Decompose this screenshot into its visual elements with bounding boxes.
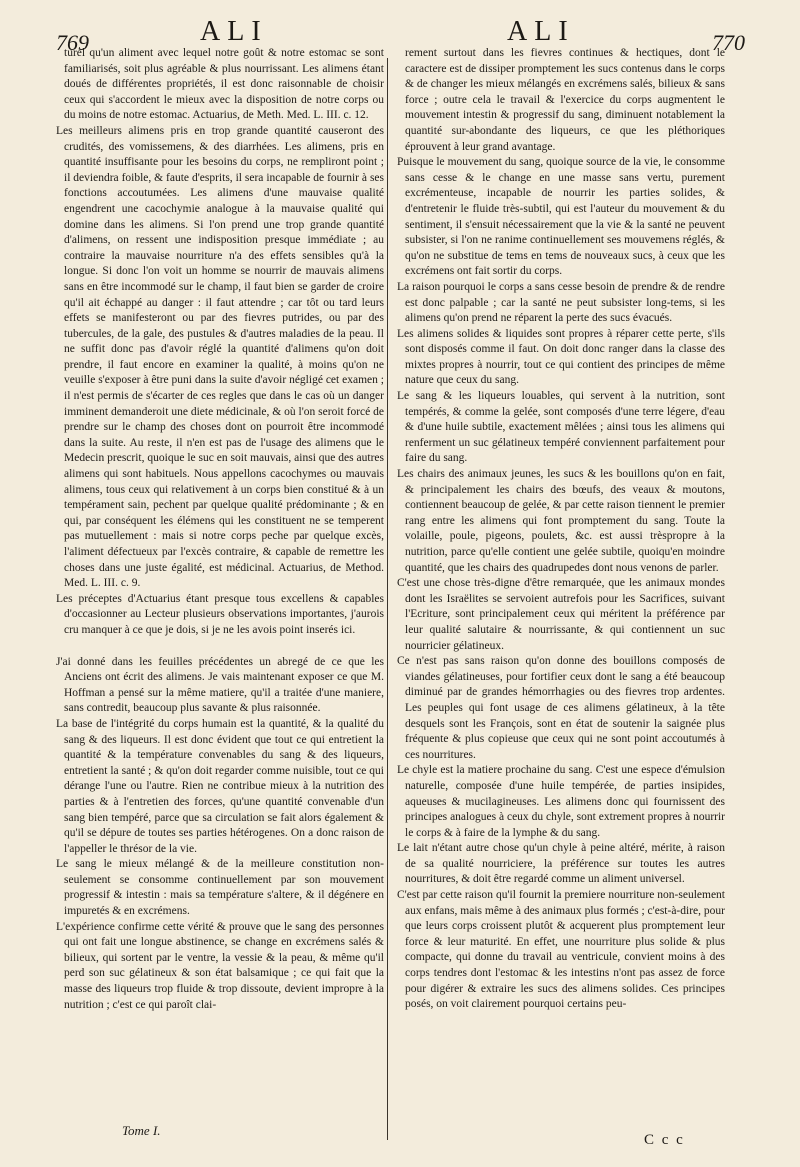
signature-mark: C c c bbox=[644, 1132, 685, 1148]
paragraph: Ce n'est pas sans raison qu'on donne des bouillons composés de viandes gélatineuses, pour fortifier ceux dont le sang a été beaucoup diminué par de grandes hémorrhagies ou des fievres trop ardentes. Les peuples qui font usage de ces alimens gélatineux, à la tête desquels sont les François, sont en état de soutenir la saignée plus fréquente & plus copieuse que ceux qui ne sont point accoutumés à ces nourritures. bbox=[397, 655, 725, 761]
running-head-right: ALI bbox=[507, 16, 575, 47]
paragraph: La base de l'intégrité du corps humain est la quantité, & la qualité du sang & des liqueurs. Il est donc évident que tout ce qui entretient la quantité & la température convenables du sang & des liqueurs, entretient la santé ; & qu'on doit regarder comme nuisible, tout ce qui dérange l'une ou l'autre. Rien ne contribue mieux à la nutrition des parties & à l'entretien des forces, qu'une quantité convenable d'un sang bien tempéré, parce que sa circulation se fait alors également & qu'il se dépure de toutes ses parties hétérogenes. On a donc raison de l'appeller le thrésor de la vie. bbox=[56, 717, 384, 855]
paragraph: Les chairs des animaux jeunes, les sucs & les bouillons qu'on en fait, & principalement les chairs des bœufs, des veaux & moutons, contiennent beaucoup de gelée, & par cette raison tiennent le premier rang entre les alimens qui font promptement du sang. Toute la volaille, poule, pigeons, poulets, &c. est aussi trèspropre à la nutrition, parce qu'elle contient une gelée subtile, quoiqu'en moindre quantité, que les chairs des quadrupedes dont nous venons de parler. bbox=[397, 468, 725, 574]
page-number-right: 770 bbox=[712, 30, 745, 55]
paragraph: Les meilleurs alimens pris en trop grande quantité causeront des crudités, des vomissemens, & des diarrhées. Les alimens, pris en quantité insuffisante pour les besoins du corps, ne rempliront point ; il deviendra foible, & faute d'esprits, il sera incapable de fournir à ses fonctions accoutumées. Les alimens d'une mauvaise qualité engendrent une cacochymie analogue à la mauvaise qualité qui domine dans les alimens. Si l'on prend une trop grande quantité d'alimens, on ressent une indisposition presque immédiate ; au contraire la mauvaise nourriture n'a des effets sensibles qu'à la longue. Si donc l'on voit un homme se nourrir de mauvais alimens sans en être incommodé sur le champ, il faut bien se garder de croire qu'il ait échappé au danger : il faut attendre ; car tôt ou tard leurs effets se manifesteront ou par des fievres putrides, ou par des tubercules, de la gale, des pustules & d'autres maladies de la peau. Il ne suffit donc pas d'avoir réglé la quantité d'alimens qu'on doit prendre, il faut encore en examiner la qualité, à moins qu'on ne veuille s'exposer à être puni dans la suite d'avoir négligé cet examen ; il n'est permis de s'écarter de ces regles que dans le cas où un danger imminent demanderoit une diete médicinale, & où l'on seroit forcé de prendre sur le champ des choses dont on pourroit être incommodé dans la suite. Au reste, il n'en est pas de l'usage des alimens que le Medecin prescrit, quoique le suc en soit mauvais, ainsi que des autres alimens qui sont habituels. Nous appellons cacochymes ou mauvais alimens, tous ceux qui relativement à un corps bien constitué & à un tempérament sain, pechent par quelque qualité prédominante ; & en qui, par conséquent les élémens qui les constituent ne se temperent pas mutuellement : mais si notre corps peche par quelque excès, l'aliment défectueux par l'excès contraire, & capable de remettre les choses dans une juste égalité, est médicinal. Actuarius, de Method. Med. L. III. c. 9. bbox=[56, 124, 384, 590]
paragraph: Les préceptes d'Actuarius étant presque tous excellens & capables d'occasionner au Lecteur plusieurs observations importantes, j'aurois cru manquer à ce que je dois, si je ne les avois point inserés ici. bbox=[56, 592, 384, 636]
volume-label: Tome I. bbox=[122, 1123, 161, 1138]
paragraph: rement surtout dans les fievres continues & hectiques, dont le caractere est de dissiper promptement les sucs contenus dans le corps & de changer les mieux mélangés en excrémens salés, bilieux & sans force ; outre cela le travail & l'exercice du corps augmentent le mouvement intestin & progressif du sang, diminuent notablement la quantité sur-abondante des liqueurs, ce que les pléthoriques éprouvent à leur grand avantage. bbox=[405, 47, 725, 153]
right-column bbox=[397, 46, 725, 1013]
paragraph: J'ai donné dans les feuilles précédentes un abregé de ce que les Anciens ont écrit des alimens. Je vais maintenant exposer ce que M. Hoffman a pensé sur la même matiere, qu'il a traitée d'une maniere, sans contredit, beaucoup plus savante & plus raisonnée. bbox=[56, 655, 384, 715]
paragraph: Les alimens solides & liquides sont propres à réparer cette perte, s'ils sont disposés comme il faut. On doit donc ranger dans la classe des mixtes propres à nourrir, tout ce qui contient des principes de même nature que ceux du sang. bbox=[397, 327, 725, 387]
page-number-left: 769 bbox=[56, 30, 89, 55]
paragraph: Le sang & les liqueurs louables, qui servent à la nutrition, sont tempérés, & comme la gelée, sont composés d'une terre légere, d'eau & d'une huile subtile, exactement mêlées ; ainsi tous les alimens qui renferment un suc gélatineux tempéré conviennent parfaitement pour faire du sang. bbox=[397, 390, 725, 465]
paragraph: turel qu'un aliment avec lequel notre goût & notre estomac se sont familiarisés, soit plus agréable & plus nourrissant. Les alimens étant doués de différentes propriétés, il est donc raisonnable de choisir ceux qui s'accordent le mieux avec la disposition de notre corps ou du moins de notre estomac. Actuarius, de Meth. Med. L. III. c. 12. bbox=[64, 47, 384, 122]
paragraph: Le lait n'étant autre chose qu'un chyle à peine altéré, mérite, à raison de sa qualité nourriciere, la préférence sur toutes les autres nourritures, & doit être regardé comme un aliment universel. bbox=[397, 842, 725, 886]
column-divider bbox=[387, 58, 388, 1140]
running-head-left: ALI bbox=[200, 16, 268, 47]
paragraph: L'expérience confirme cette vérité & prouve que le sang des personnes qui ont fait une longue abstinence, se change en excrémens salés & bilieux, qui sortent par le ventre, la vessie & la peau, & même qu'il perd son suc gélatineux & son état balsamique ; ce qui fait que la masse des liqueurs trop fluide & trop dissoute, devient impropre à la nutrition ; c'est ce qui paroît clai- bbox=[56, 920, 384, 1011]
paragraph: C'est une chose très-digne d'être remarquée, que les animaux mondes dont les Israëlites se servoient autrefois pour les Sacrifices, suivant l'Ecriture, sont principalement ceux qui méritent la préférence par leur qualité salutaire & nourrissante, & qui contiennent un suc nourricier gélatineux. bbox=[397, 577, 725, 652]
paragraph: Le chyle est la matiere prochaine du sang. C'est une espece d'émulsion naturelle, composée d'une huile tempérée, de parties insipides, aqueuses & mucilagineuses. Les alimens donc qui fournissent des principes analogues à ceux du chyle, sont extrement propres à nourrir le corps & à faire de la lymphe & du sang. bbox=[397, 764, 725, 839]
paragraph: La raison pourquoi le corps a sans cesse besoin de prendre & de rendre est donc palpable ; car la santé ne peut subsister long-tems, si les alimens qu'on prend ne réparent la perte des sucs évacués. bbox=[397, 280, 725, 325]
left-column bbox=[56, 46, 384, 1013]
paragraph: Le sang le mieux mélangé & de la meilleure constitution non-seulement se consomme continuellement par son mouvement progressif & intestin : mais sa température s'altere, & il dégénere en impuretés & en excrémens. bbox=[56, 858, 384, 918]
paragraph: Puisque le mouvement du sang, quoique source de la vie, le consomme sans cesse & le change en une masse sans vertu, purement excrémenteuse, incapable de nourrir les parties solides, & d'entretenir le fluide très-subtil, qui est l'auteur du mouvement & du sentiment, il s'ensuit nécessairement que la vie & la santé ne peuvent subsister, si l'on ne ranime continuellement ses mouvemens réglés, & qu'on ne substitue de tems en tems de nouveaux sucs, à ceux que les excrémens ont fait sortir du corps. bbox=[397, 156, 725, 278]
paragraph: C'est par cette raison qu'il fournit la premiere nourriture non-seulement aux enfans, mais même à des animaux plus formés ; c'est-à-dire, pour que leurs corps croissent plutôt & acquerent plus promptement leur force & leur maturité. En effet, une nourriture plus solide & plus compacte, qui donne du travail au ventricule, convient moins à des corps tendres dont l'estomac & les intestins n'ont pas assez de force pour digérer & extraire les sucs des alimens solides. Ces principes posés, on voit clairement pourquoi certains peu- bbox=[397, 889, 725, 1011]
